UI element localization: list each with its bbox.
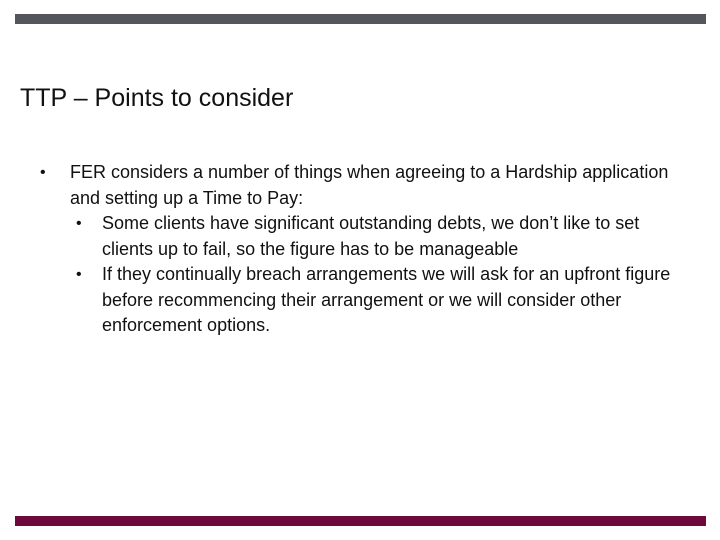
bullet-item (40, 160, 690, 211)
bullet-text: If they continually breach arrangements we will ask for an upfront figure before recommencing their arrangement or we will consider other enforcement options. (102, 264, 671, 335)
sub-bullet-item (40, 211, 690, 262)
slide-title: TTP – Points to consider (20, 84, 294, 112)
bullet-text: Some clients have significant outstanding debts, we don’t like to set clients up to fail, so the figure has to be manageable (102, 213, 640, 259)
sub-bullet-item (40, 262, 690, 339)
top-accent-bar (15, 14, 706, 24)
bullet-marker: • (76, 215, 82, 232)
slide-body (40, 160, 690, 339)
bottom-accent-bar (15, 516, 706, 526)
bullet-marker: • (40, 164, 46, 181)
bullet-text: FER considers a number of things when agreeing to a Hardship application and setting up a Time to Pay: (70, 162, 669, 208)
bullet-marker: • (76, 266, 82, 283)
